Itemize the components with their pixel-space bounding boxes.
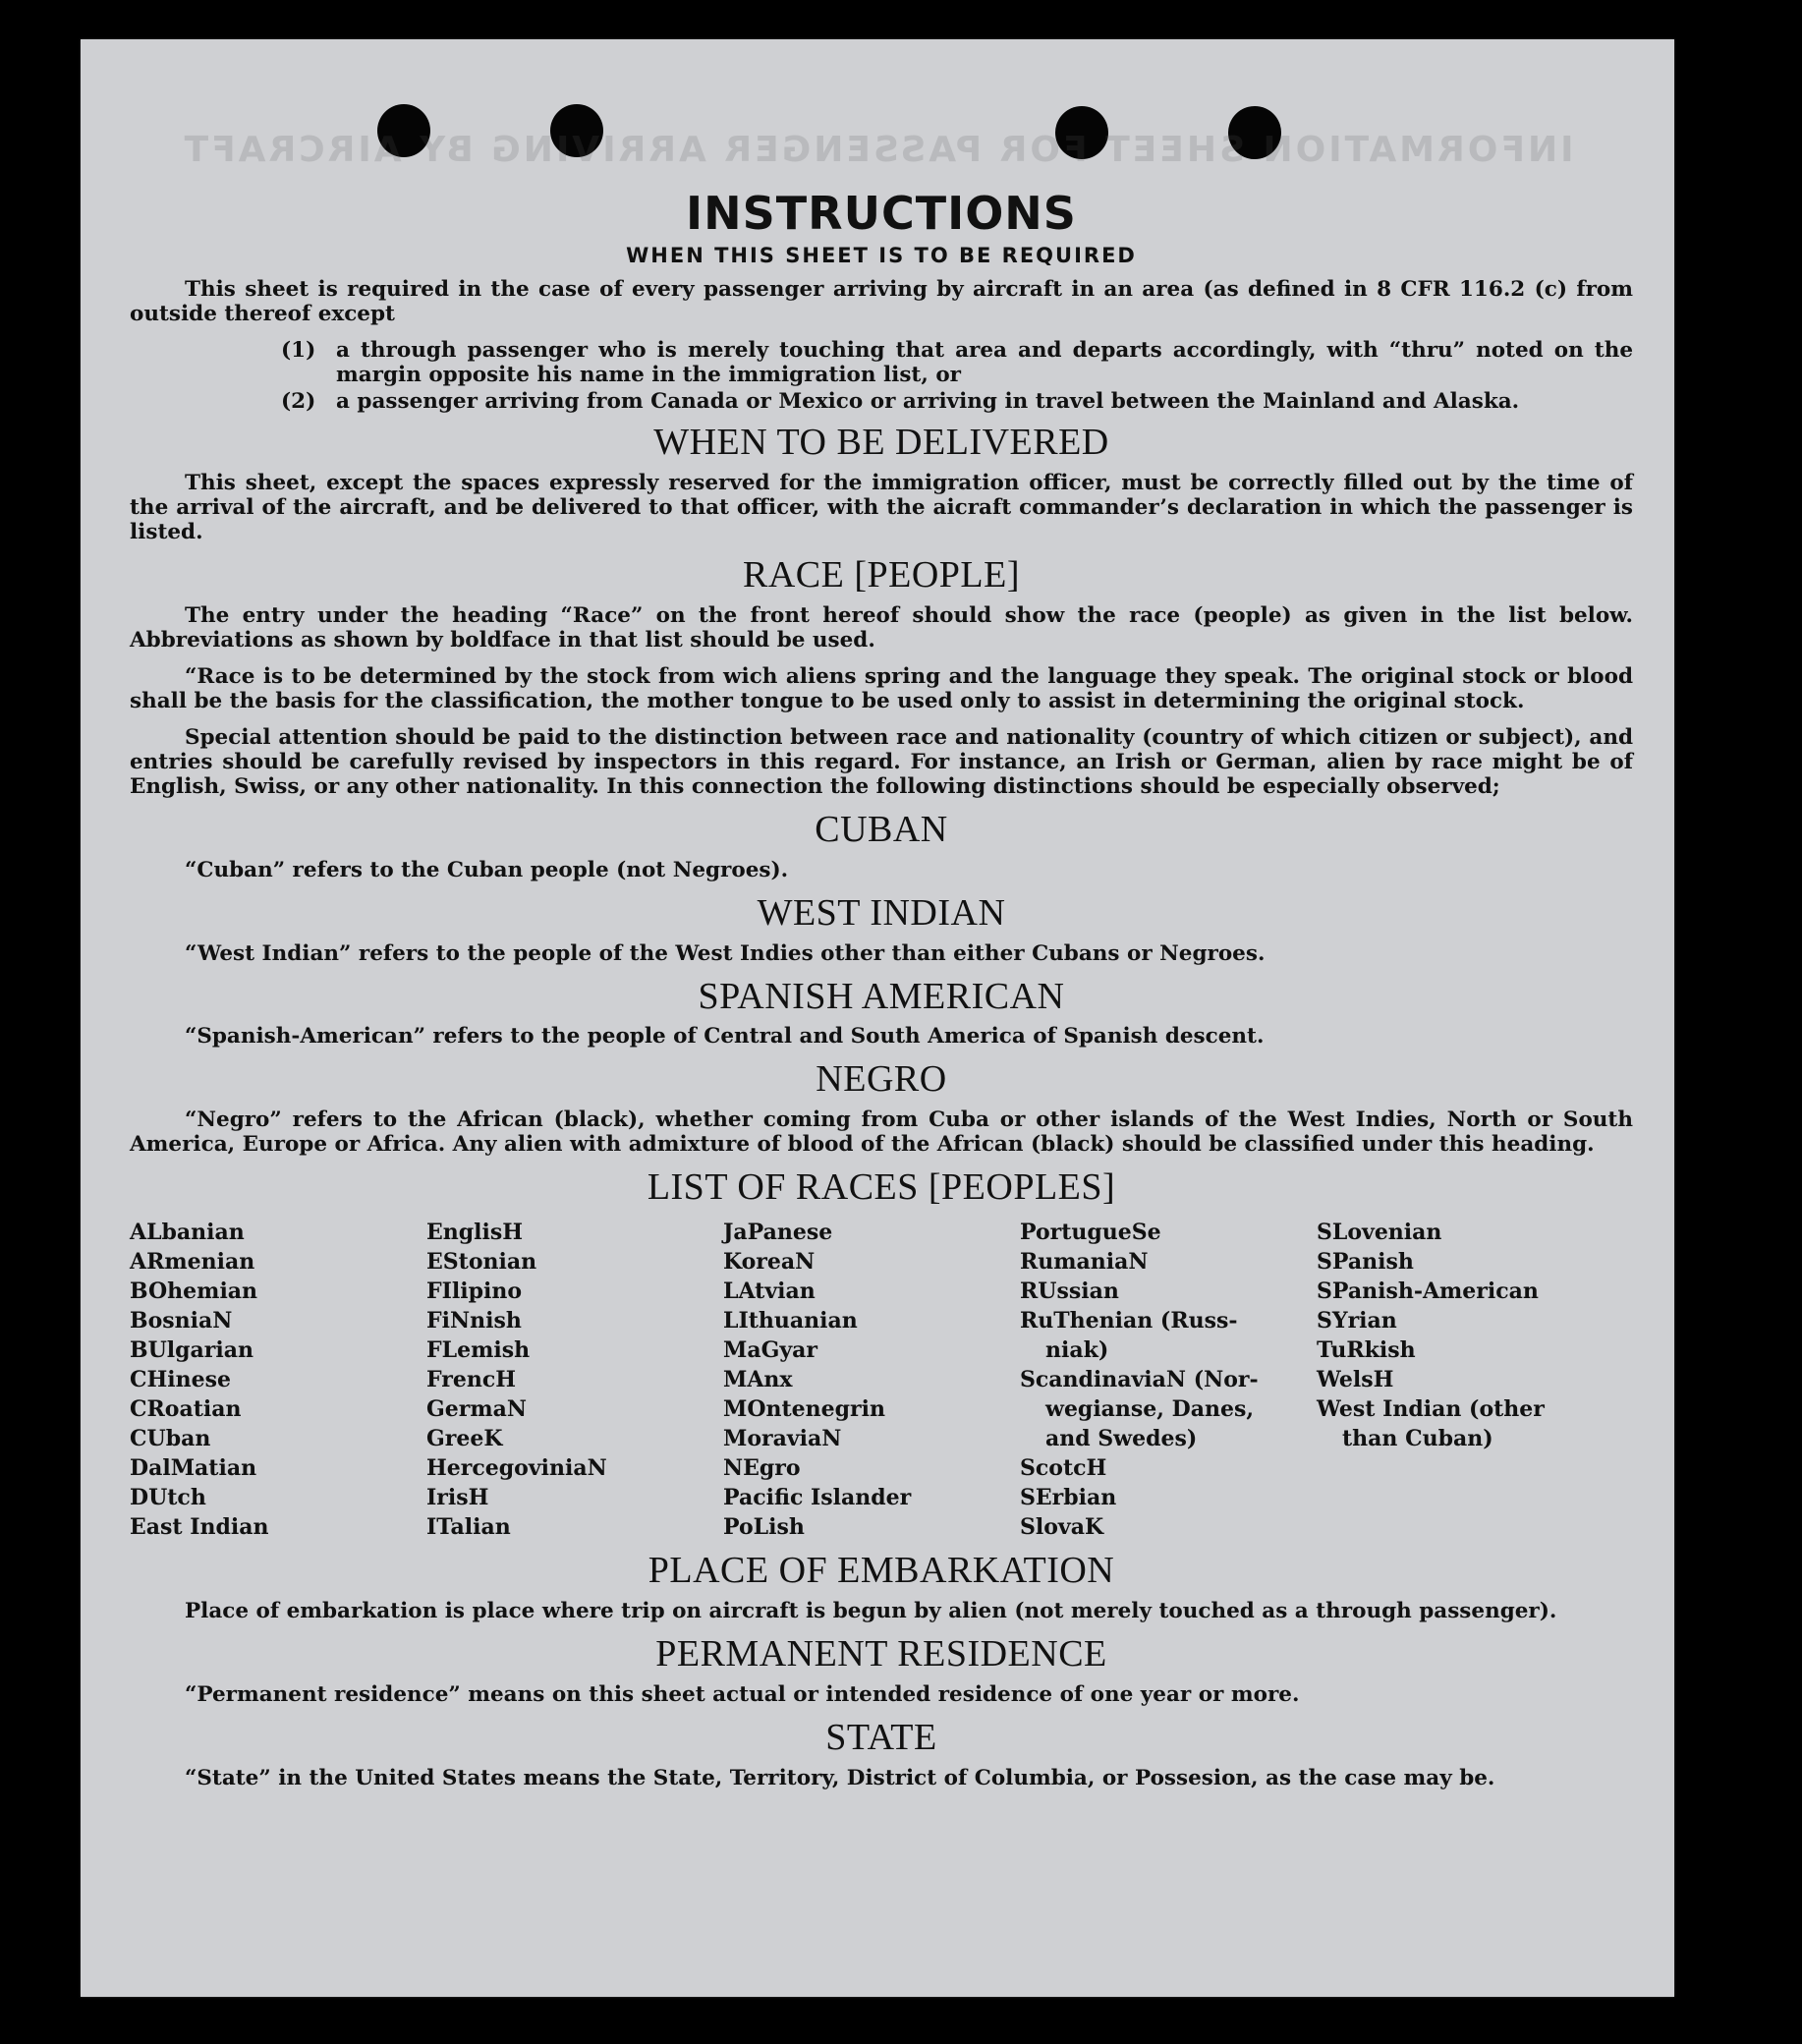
race-entry: KoreaN bbox=[723, 1249, 816, 1276]
exception-text: a passenger arriving from Canada or Mexico or arriving in travel between the Mainland and Alaska. bbox=[336, 389, 1520, 414]
race-entry: RUssian bbox=[1020, 1278, 1119, 1305]
west-indian-text: “West Indian” refers to the people of the West Indies other than either Cubans or Negroes. bbox=[185, 940, 1266, 966]
heading-when-delivered: WHEN TO BE DELIVERED bbox=[653, 422, 1109, 463]
race-paragraph-2: “Race is to be determined by the stock from wich aliens spring and the language they speak. The original stock or blood shall be the basis for the classification, the mother tongue to be used only to assist in determining the original stock. bbox=[130, 663, 1633, 713]
race-column bbox=[723, 1218, 1020, 1542]
race-entry: West Indian (other bbox=[1317, 1396, 1545, 1423]
race-paragraph-1: The entry under the heading “Race” on the front hereof should show the race (people) as given in the list below. Abbreviations as shown by boldface in that list should be used. bbox=[130, 602, 1633, 653]
race-entry: BosniaN bbox=[130, 1308, 233, 1334]
race-entry: MOntenegrin bbox=[723, 1396, 885, 1423]
instructions-content bbox=[130, 155, 1633, 1802]
race-entry: ALbanian bbox=[130, 1220, 245, 1246]
race-entry: MAnx bbox=[723, 1367, 793, 1393]
race-entry: ITalian bbox=[426, 1514, 511, 1541]
race-entry: than Cuban) bbox=[1342, 1426, 1493, 1452]
race-entry: FiNnish bbox=[426, 1308, 522, 1334]
race-entry: LIthuanian bbox=[723, 1308, 858, 1334]
race-entry: RuThenian (Russ- bbox=[1020, 1308, 1238, 1334]
heading-list-of-races: LIST OF RACES [PEOPLES] bbox=[647, 1166, 1116, 1209]
residence-text: “Permanent residence” means on this sheet actual or intended residence of one year or more. bbox=[185, 1682, 1300, 1708]
state-text: “State” in the United States means the State, Territory, District of Columbia, or Possesion, as the case may be. bbox=[185, 1765, 1495, 1790]
race-entry: SPanish-American bbox=[1317, 1278, 1539, 1305]
spanish-american-text: “Spanish-American” refers to the people of Central and South America of Spanish descent. bbox=[185, 1024, 1265, 1050]
race-column bbox=[1317, 1218, 1613, 1542]
exception-text: a through passenger who is merely touching that area and departs accordingly, with “thru” noted on the margin opposite his name in the immigration list, or bbox=[336, 338, 1633, 387]
race-entry: niak) bbox=[1045, 1337, 1109, 1364]
race-list bbox=[130, 1218, 1633, 1542]
race-entry: MaGyar bbox=[723, 1337, 818, 1364]
race-entry: IrisH bbox=[426, 1485, 489, 1511]
cuban-text: “Cuban” refers to the Cuban people (not Negroes). bbox=[185, 857, 789, 882]
race-entry: NEgro bbox=[723, 1455, 801, 1482]
heading-embarkation: PLACE OF EMBARKATION bbox=[648, 1550, 1115, 1592]
race-entry: ARmenian bbox=[130, 1249, 255, 1276]
race-entry: DalMatian bbox=[130, 1455, 257, 1482]
embarkation-text: Place of embarkation is place where trip on aircraft is begun by alien (not merely touched as a through passenger). bbox=[185, 1599, 1557, 1624]
exception-item bbox=[130, 389, 1633, 414]
exception-item bbox=[130, 338, 1633, 387]
race-entry: CHinese bbox=[130, 1367, 232, 1393]
race-column bbox=[1020, 1218, 1317, 1542]
when-required-text: This sheet is required in the case of every passenger arriving by aircraft in an area (as defined in 8 CFR 116.2 (c) from outside thereof except bbox=[130, 277, 1633, 326]
race-entry: CUban bbox=[130, 1426, 211, 1452]
race-entry: PoLish bbox=[723, 1514, 805, 1541]
race-entry: JaPanese bbox=[723, 1220, 833, 1246]
race-paragraph-3: Special attention should be paid to the distinction between race and nationality (country of which citizen or subject), and entries should be carefully revised by inspectors in this regard. For instance, an Irish or German, alien by race might be of English, Swiss, or any other nationality. In this connection the following distinctions should be especially observed; bbox=[130, 724, 1633, 799]
race-entry: GreeK bbox=[426, 1426, 503, 1452]
race-column bbox=[426, 1218, 723, 1542]
race-entry: Pacific Islander bbox=[723, 1485, 912, 1511]
race-entry: EStonian bbox=[426, 1249, 537, 1276]
heading-race: RACE [PEOPLE] bbox=[743, 553, 1020, 596]
race-entry: FLemish bbox=[426, 1337, 531, 1364]
page-title: INSTRUCTIONS bbox=[686, 187, 1077, 240]
exception-number: (1) bbox=[281, 338, 316, 363]
heading-spanish-american: SPANISH AMERICAN bbox=[698, 975, 1065, 1017]
heading-cuban: CUBAN bbox=[815, 808, 948, 850]
race-entry: RumaniaN bbox=[1020, 1249, 1149, 1276]
race-entry: and Swedes) bbox=[1045, 1426, 1198, 1452]
when-delivered-text: This sheet, except the spaces expressly reserved for the immigration officer, must be correctly filled out by the time of the arrival of the aircraft, and be delivered to that officer, with the aicraft commander’s declaration in which the passenger is listed. bbox=[130, 470, 1633, 544]
race-entry: SlovaK bbox=[1020, 1514, 1104, 1541]
race-entry: wegianse, Danes, bbox=[1045, 1396, 1254, 1423]
race-column bbox=[130, 1218, 426, 1542]
race-entry: WelsH bbox=[1317, 1367, 1394, 1393]
race-entry: PortugueSe bbox=[1020, 1220, 1161, 1246]
exception-number: (2) bbox=[281, 389, 316, 414]
race-entry: SLovenian bbox=[1317, 1220, 1442, 1246]
heading-state: STATE bbox=[825, 1717, 937, 1759]
race-entry: FrencH bbox=[426, 1367, 516, 1393]
negro-text: “Negro” refers to the African (black), whether coming from Cuba or other islands of the West Indies, North or South America, Europe or Africa. Any alien with admixture of blood of the African (black) should be classified under this heading. bbox=[130, 1107, 1633, 1158]
race-entry: SErbian bbox=[1020, 1485, 1117, 1511]
race-entry: TuRkish bbox=[1317, 1337, 1416, 1364]
race-entry: LAtvian bbox=[723, 1278, 816, 1305]
heading-west-indian: WEST INDIAN bbox=[757, 891, 1006, 934]
race-entry: ScandinaviaN (Nor- bbox=[1020, 1367, 1259, 1393]
heading-permanent-residence: PERMANENT RESIDENCE bbox=[655, 1633, 1107, 1675]
race-entry: HercegoviniaN bbox=[426, 1455, 607, 1482]
bleed-through-text: INFORMATION SHEET FOR PASSENGER ARRIVING BY AIRCRAFT bbox=[181, 130, 1574, 170]
race-entry: MoraviaN bbox=[723, 1426, 842, 1452]
race-entry: EnglisH bbox=[426, 1220, 524, 1246]
race-entry: BUlgarian bbox=[130, 1337, 253, 1364]
race-entry: GermaN bbox=[426, 1396, 528, 1423]
race-entry: DUtch bbox=[130, 1485, 206, 1511]
heading-when-required: WHEN THIS SHEET IS TO BE REQUIRED bbox=[626, 244, 1137, 267]
heading-negro: NEGRO bbox=[816, 1058, 947, 1101]
race-entry: ScotcH bbox=[1020, 1455, 1107, 1482]
race-entry: East Indian bbox=[130, 1514, 269, 1541]
race-entry: CRoatian bbox=[130, 1396, 242, 1423]
race-entry: SPanish bbox=[1317, 1249, 1414, 1276]
race-entry: SYrian bbox=[1317, 1308, 1397, 1334]
document-page bbox=[81, 39, 1674, 1997]
race-entry: BOhemian bbox=[130, 1278, 258, 1305]
race-entry: FIlipino bbox=[426, 1278, 523, 1305]
